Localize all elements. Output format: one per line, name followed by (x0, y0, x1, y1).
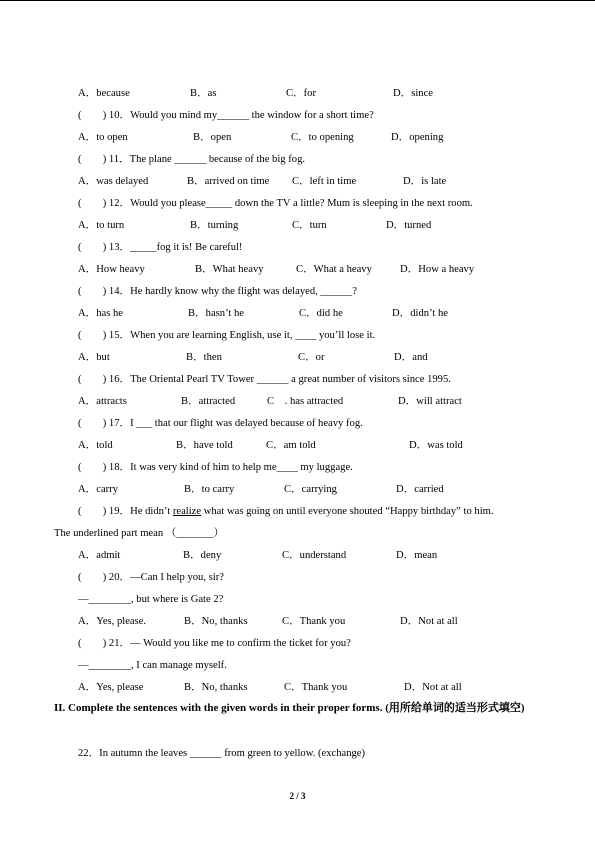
option-a: A．Yes, please (78, 682, 144, 693)
question-line: ( ) 15．When you are learning English, use it, ____ you’ll lose it. (78, 330, 376, 341)
option-b: B．to carry (184, 484, 235, 495)
question-line: ( ) 12．Would you please_____ down the TV a little? Mum is sleeping in the next room. (78, 198, 473, 209)
option-a: A．because (78, 88, 130, 99)
option-a: A．How heavy (78, 264, 145, 275)
option-a: A．carry (78, 484, 119, 495)
question-line: ( ) 21．— Would you like me to confirm the ticket for you? (78, 638, 351, 649)
option-d: D．mean (396, 550, 438, 561)
option-b: B．as (190, 88, 217, 99)
question-line: ( ) 10．Would you mind my______ the window for a short time? (78, 110, 374, 121)
option-c: C．am told (266, 440, 316, 451)
option-a: A．admit (78, 550, 121, 561)
option-b: B．arrived on time (187, 176, 270, 187)
question-continuation: The underlined part mean （_______） (54, 528, 225, 539)
option-c: C．for (286, 88, 317, 99)
option-c: C．understand (282, 550, 347, 561)
option-c: C．Thank you (282, 616, 346, 627)
option-b: B．deny (183, 550, 222, 561)
option-a: A．to turn (78, 220, 125, 231)
section-heading: II. Complete the sentences with the given words in their proper forms. (用所给单词的适当形式填空) (54, 702, 525, 714)
option-d: D．How a heavy (400, 264, 475, 275)
option-d: D．will attract (398, 396, 462, 407)
option-d: D．and (394, 352, 428, 363)
option-c: C．Thank you (284, 682, 348, 693)
option-a: A．told (78, 440, 113, 451)
option-c: C . has attracted (267, 396, 344, 407)
option-d: D．turned (386, 220, 432, 231)
option-b: B．hasn’t he (188, 308, 245, 319)
question-line: ( ) 17．I ___ that our flight was delayed because of heavy fog. (78, 418, 363, 429)
question-line: ( ) 13．_____fog it is! Be careful! (78, 242, 243, 253)
question-text: ( ) 19．He didn’t (78, 506, 173, 517)
option-b: B．What heavy (195, 264, 264, 275)
option-b: B．attracted (181, 396, 236, 407)
option-a: A．but (78, 352, 110, 363)
option-b: B．have told (176, 440, 233, 451)
question-line (78, 505, 494, 519)
option-a: A．was delayed (78, 176, 149, 187)
option-c: C．turn (292, 220, 327, 231)
option-b: B．open (193, 132, 232, 143)
option-c: C．left in time (292, 176, 357, 187)
question-line: ( ) 18．It was very kind of him to help me____ my luggage. (78, 462, 353, 473)
option-a: A．Yes, please. (78, 616, 147, 627)
underlined-word: realize (172, 506, 202, 517)
question-line: —________, I can manage myself. (78, 660, 227, 671)
page-number: 2 / 3 (289, 791, 306, 801)
option-a: A．attracts (78, 396, 127, 407)
question-line: ( ) 16．The Oriental Pearl TV Tower ______ a great number of visitors since 1995. (78, 374, 451, 385)
option-d: D．opening (391, 132, 444, 143)
option-c: C．What a heavy (296, 264, 372, 275)
option-b: B．then (186, 352, 222, 363)
option-d: D．Not at all (400, 616, 458, 627)
option-a: A．to open (78, 132, 128, 143)
option-c: C．to opening (291, 132, 354, 143)
option-c: C．did he (299, 308, 343, 319)
option-c: C．or (298, 352, 325, 363)
option-d: D．since (393, 88, 434, 99)
question-line: ( ) 20．—Can I help you, sir? (78, 572, 224, 583)
option-d: D．is late (403, 176, 447, 187)
question-text: what was going on until everyone shouted “Happy birthday” to him. (201, 506, 494, 517)
question-line: 22．In autumn the leaves ______ from green to yellow. (exchange) (78, 748, 366, 759)
option-d: D．Not at all (404, 682, 462, 693)
option-d: D．was told (409, 440, 463, 451)
option-d: D．didn’t he (392, 308, 449, 319)
option-b: B．No, thanks (184, 616, 248, 627)
option-d: D．carried (396, 484, 444, 495)
option-b: B．turning (190, 220, 239, 231)
question-line: ( ) 14．He hardly know why the flight was delayed, ______? (78, 286, 357, 297)
question-line: ( ) 11．The plane ______ because of the big fog. (78, 154, 306, 165)
option-a: A．has he (78, 308, 124, 319)
option-c: C．carrying (284, 484, 337, 495)
option-b: B．No, thanks (184, 682, 248, 693)
top-rule (0, 0, 595, 1)
question-line: —________, but where is Gate 2? (78, 594, 224, 605)
